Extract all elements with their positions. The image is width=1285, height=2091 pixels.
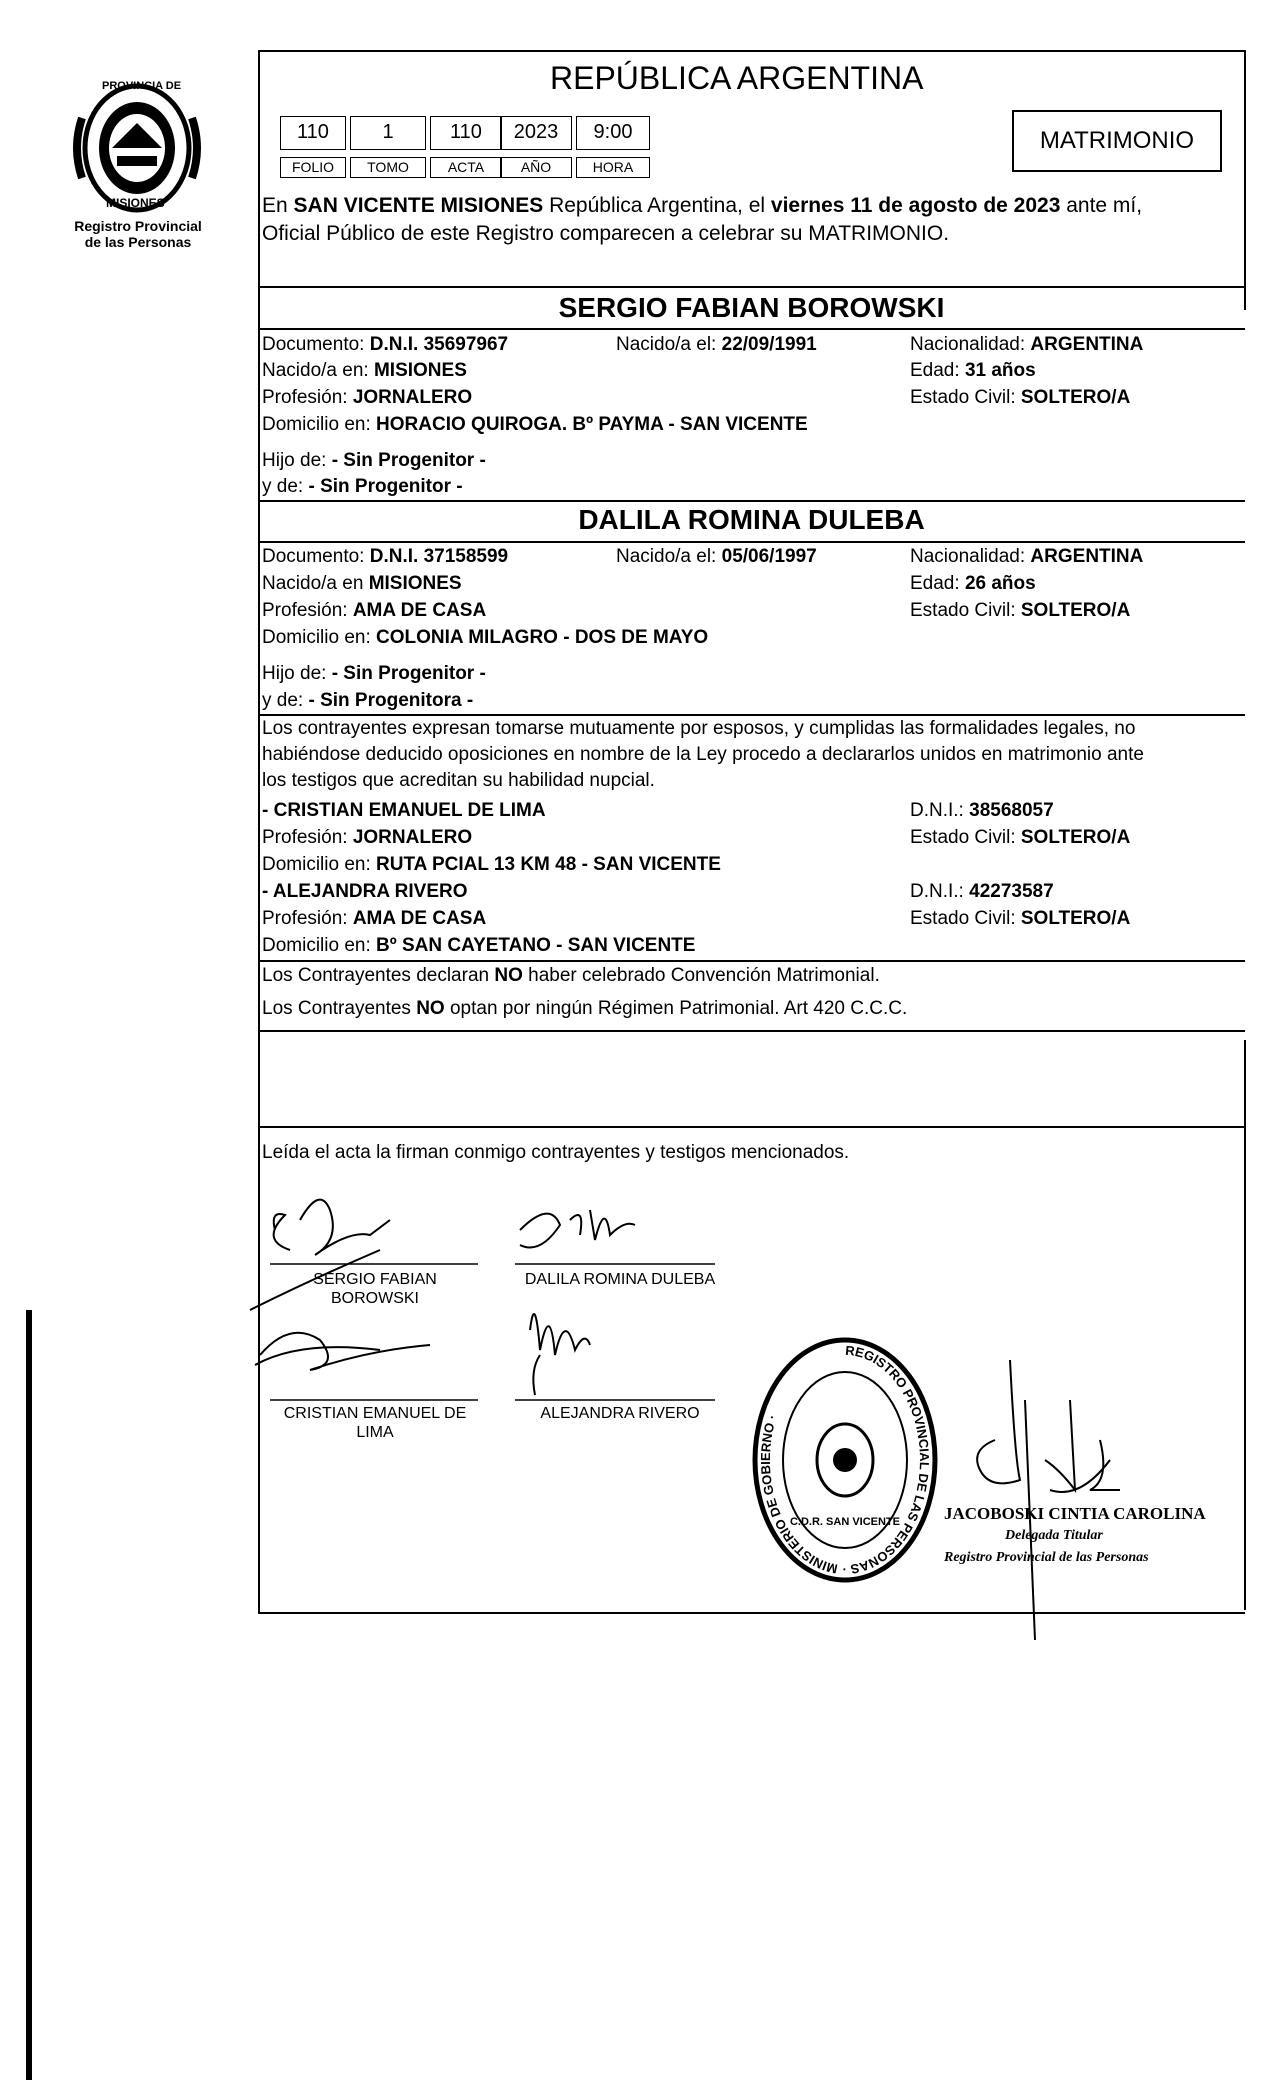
hora-label: HORA [576, 157, 650, 178]
witness1-name: - CRISTIAN EMANUEL DE LIMA [262, 800, 546, 821]
witness1-profession: Profesión: JORNALERO [262, 827, 473, 848]
spouse1-mother: y de: - Sin Progenitor - [262, 476, 463, 497]
spouse2-birthdate: Nacido/a el: 05/06/1997 [616, 546, 817, 567]
witness2-name: - ALEJANDRA RIVERO [262, 881, 468, 902]
registry-logo [72, 78, 202, 218]
margin-bar [26, 1310, 32, 2080]
doc-type-box [1012, 110, 1222, 172]
signature-witness2 [530, 1314, 590, 1395]
signature-spouse2 [520, 1210, 635, 1248]
divider [258, 328, 1245, 330]
spouse2-address: Domicilio en: COLONIA MILAGRO - DOS DE MAYO [262, 627, 709, 648]
closing-text: Leída el acta la firman conmigo contrayentes y testigos mencionados. [262, 1142, 850, 1163]
logo-caption [58, 218, 218, 250]
stamp-ring-text: REGISTRO PROVINCIAL DE LAS PERSONAS · MINISTERIO DE GOBIERNO · [757, 1342, 933, 1578]
signature-caption-spouse1: SERGIO FABIAN BOROWSKI [313, 1271, 437, 1307]
seal-text-top: PROVINCIA DE [102, 80, 182, 92]
spouse1-name: SERGIO FABIAN BOROWSKI [558, 292, 945, 323]
witness2-address: Domicilio en: Bº SAN CAYETANO - SAN VICENTE [262, 935, 696, 956]
signature-caption-spouse2: DALILA ROMINA DULEBA [524, 1271, 716, 1288]
spouse1-father: Hijo de: - Sin Progenitor - [262, 450, 486, 471]
declaration-line2: habiéndose deducido oposiciones en nombre de la Ley procedo a declararlos unidos en matrimonio ante [262, 744, 1144, 765]
spouse2-nationality: Nacionalidad: ARGENTINA [910, 546, 1144, 567]
logo-caption-line1: Registro Provincial [74, 218, 202, 234]
intro-place: SAN VICENTE MISIONES [293, 194, 544, 217]
tomo-value: 1 [350, 116, 426, 150]
spouse2-mother: y de: - Sin Progenitora - [262, 690, 474, 711]
intro-mid: República Argentina, el [543, 194, 771, 217]
tomo-label: TOMO [350, 157, 426, 178]
anio-label: AÑO [500, 157, 572, 178]
divider [258, 1030, 1245, 1032]
signature-witness1 [255, 1333, 430, 1370]
spouse1-document: Documento: D.N.I. 35697967 [262, 334, 509, 355]
acta-label: ACTA [430, 157, 502, 178]
spouse1-age: Edad: 31 años [910, 360, 1036, 381]
convention-note: Los Contrayentes declaran NO haber celebrado Convención Matrimonial. [262, 965, 880, 986]
folio-value: 110 [280, 116, 346, 150]
spouse2-profession: Profesión: AMA DE CASA [262, 600, 487, 621]
intro-date: viernes 11 de agosto de 2023 [770, 194, 1061, 217]
declaration-line3: los testigos que acreditan su habilidad nupcial. [262, 770, 655, 791]
spouse2-document: Documento: D.N.I. 37158599 [262, 546, 509, 567]
divider [258, 500, 1245, 502]
declaration-text [262, 716, 1144, 794]
official-name: JACOBOSKI CINTIA CAROLINA [944, 1504, 1206, 1523]
country-title: REPÚBLICA ARGENTINA [550, 60, 924, 96]
doc-type-label: MATRIMONIO [1039, 127, 1195, 154]
spouse1-address: Domicilio en: HORACIO QUIROGA. Bº PAYMA - SAN VICENTE [262, 414, 808, 435]
signature-caption-witness2: ALEJANDRA RIVERO [540, 1405, 700, 1422]
spouse2-name: DALILA ROMINA DULEBA [578, 504, 925, 535]
divider [258, 960, 1245, 962]
official-office: Registro Provincial de las Personas [944, 1550, 1149, 1565]
acta-value: 110 [430, 116, 502, 150]
spouse1-birthdate: Nacido/a el: 22/09/1991 [616, 334, 817, 355]
witness1-dni: D.N.I.: 38568057 [910, 800, 1054, 821]
spouse2-father: Hijo de: - Sin Progenitor - [262, 663, 486, 684]
declaration-line1: Los contrayentes expresan tomarse mutuamente por esposos, y cumplidas las formalidades legales, no [262, 718, 1136, 739]
frame-right-edge [1244, 50, 1246, 310]
registry-stamp [745, 1330, 945, 1600]
spouse1-birthplace: Nacido/a en: MISIONES [262, 360, 467, 381]
seal-text-bottom: MISIONES [106, 196, 165, 210]
witness2-profession: Profesión: AMA DE CASA [262, 908, 487, 929]
divider [258, 1126, 1245, 1128]
official-role: Delegada Titular [1005, 1528, 1103, 1543]
divider [258, 541, 1245, 543]
intro-line2: Oficial Público de este Registro comparecen a celebrar su MATRIMONIO. [262, 222, 950, 245]
stamp-inner-text: C.D.R. SAN VICENTE [789, 1516, 901, 1528]
signature-caption-witness1: CRISTIAN EMANUEL DE LIMA [283, 1405, 467, 1441]
intro-prefix: En [262, 194, 294, 217]
spouse2-birthplace: Nacido/a en MISIONES [262, 573, 462, 594]
folio-label: FOLIO [280, 157, 346, 178]
anio-value: 2023 [500, 116, 572, 150]
spouse1-civil-status: Estado Civil: SOLTERO/A [910, 387, 1131, 408]
spouse1-nationality: Nacionalidad: ARGENTINA [910, 334, 1144, 355]
spouse1-profession: Profesión: JORNALERO [262, 387, 473, 408]
regime-note: Los Contrayentes NO optan por ningún Régimen Patrimonial. Art 420 C.C.C. [262, 998, 908, 1019]
intro-suffix: ante mí, [1060, 194, 1143, 217]
witness1-address: Domicilio en: RUTA PCIAL 13 KM 48 - SAN VICENTE [262, 854, 721, 875]
witness2-dni: D.N.I.: 42273587 [910, 881, 1054, 902]
witness2-civil-status: Estado Civil: SOLTERO/A [910, 908, 1131, 929]
witness1-civil-status: Estado Civil: SOLTERO/A [910, 827, 1131, 848]
logo-caption-line2: de las Personas [84, 234, 192, 250]
intro-text [262, 192, 1142, 248]
hora-value: 9:00 [576, 116, 650, 150]
official-signature [950, 1340, 1170, 1660]
spouse2-civil-status: Estado Civil: SOLTERO/A [910, 600, 1131, 621]
divider [258, 286, 1245, 288]
spouse2-age: Edad: 26 años [910, 573, 1036, 594]
